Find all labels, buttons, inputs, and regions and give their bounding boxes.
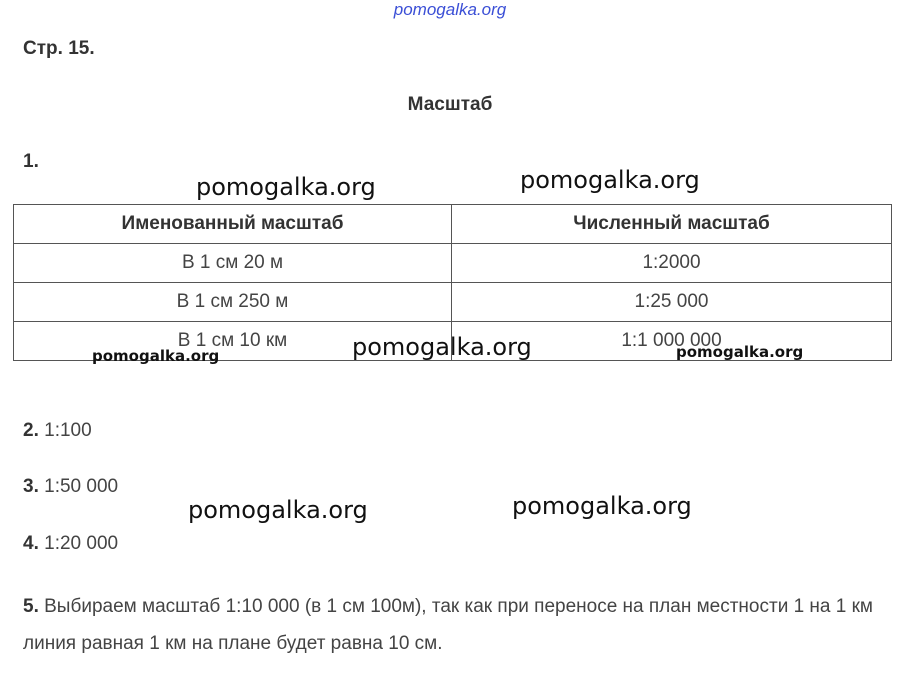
answer-5-text: Выбираем масштаб 1:10 000 (в 1 см 100м), так как при переносе на план местности 1 на 1 км линия равная 1 км на плане будет равна 10 см.	[23, 596, 873, 654]
top-watermark: pomogalka.org	[393, 0, 507, 19]
watermark: pomogalka.org	[196, 173, 376, 201]
table-row	[14, 283, 892, 322]
answer-5-number: 5.	[23, 596, 39, 617]
table-header-row	[14, 205, 892, 244]
answer-3	[23, 476, 118, 498]
table-cell: 1:25 000	[452, 283, 892, 322]
answer-3-text: 1:50 000	[38, 476, 119, 497]
answer-4	[23, 533, 118, 555]
table-cell: 1:1 000 000	[452, 322, 892, 361]
watermark: pomogalka.org	[352, 333, 532, 361]
page-label: Стр. 15.	[23, 38, 95, 59]
answer-2	[23, 420, 92, 442]
answer-3-number: 3.	[23, 476, 39, 497]
header-named-scale: Именованный масштаб	[14, 205, 452, 244]
table-row	[14, 244, 892, 283]
watermark: pomogalka.org	[520, 166, 700, 194]
table-cell: 1:2000	[452, 244, 892, 283]
section-title: Масштаб	[407, 94, 493, 115]
watermark: pomogalka.org	[92, 347, 220, 365]
watermark: pomogalka.org	[512, 492, 692, 520]
answer-4-number: 4.	[23, 533, 39, 554]
answer-4-text: 1:20 000	[38, 533, 119, 554]
answer-2-number: 2.	[23, 420, 39, 441]
header-numeric-scale: Численный масштаб	[452, 205, 892, 244]
task-1-number: 1.	[23, 151, 39, 172]
watermark: pomogalka.org	[676, 343, 804, 361]
table-cell: В 1 см 10 км	[14, 322, 452, 361]
watermark: pomogalka.org	[188, 496, 368, 524]
table-cell: В 1 см 20 м	[14, 244, 452, 283]
answer-5	[23, 588, 883, 662]
answer-2-text: 1:100	[38, 420, 92, 441]
table-cell: В 1 см 250 м	[14, 283, 452, 322]
